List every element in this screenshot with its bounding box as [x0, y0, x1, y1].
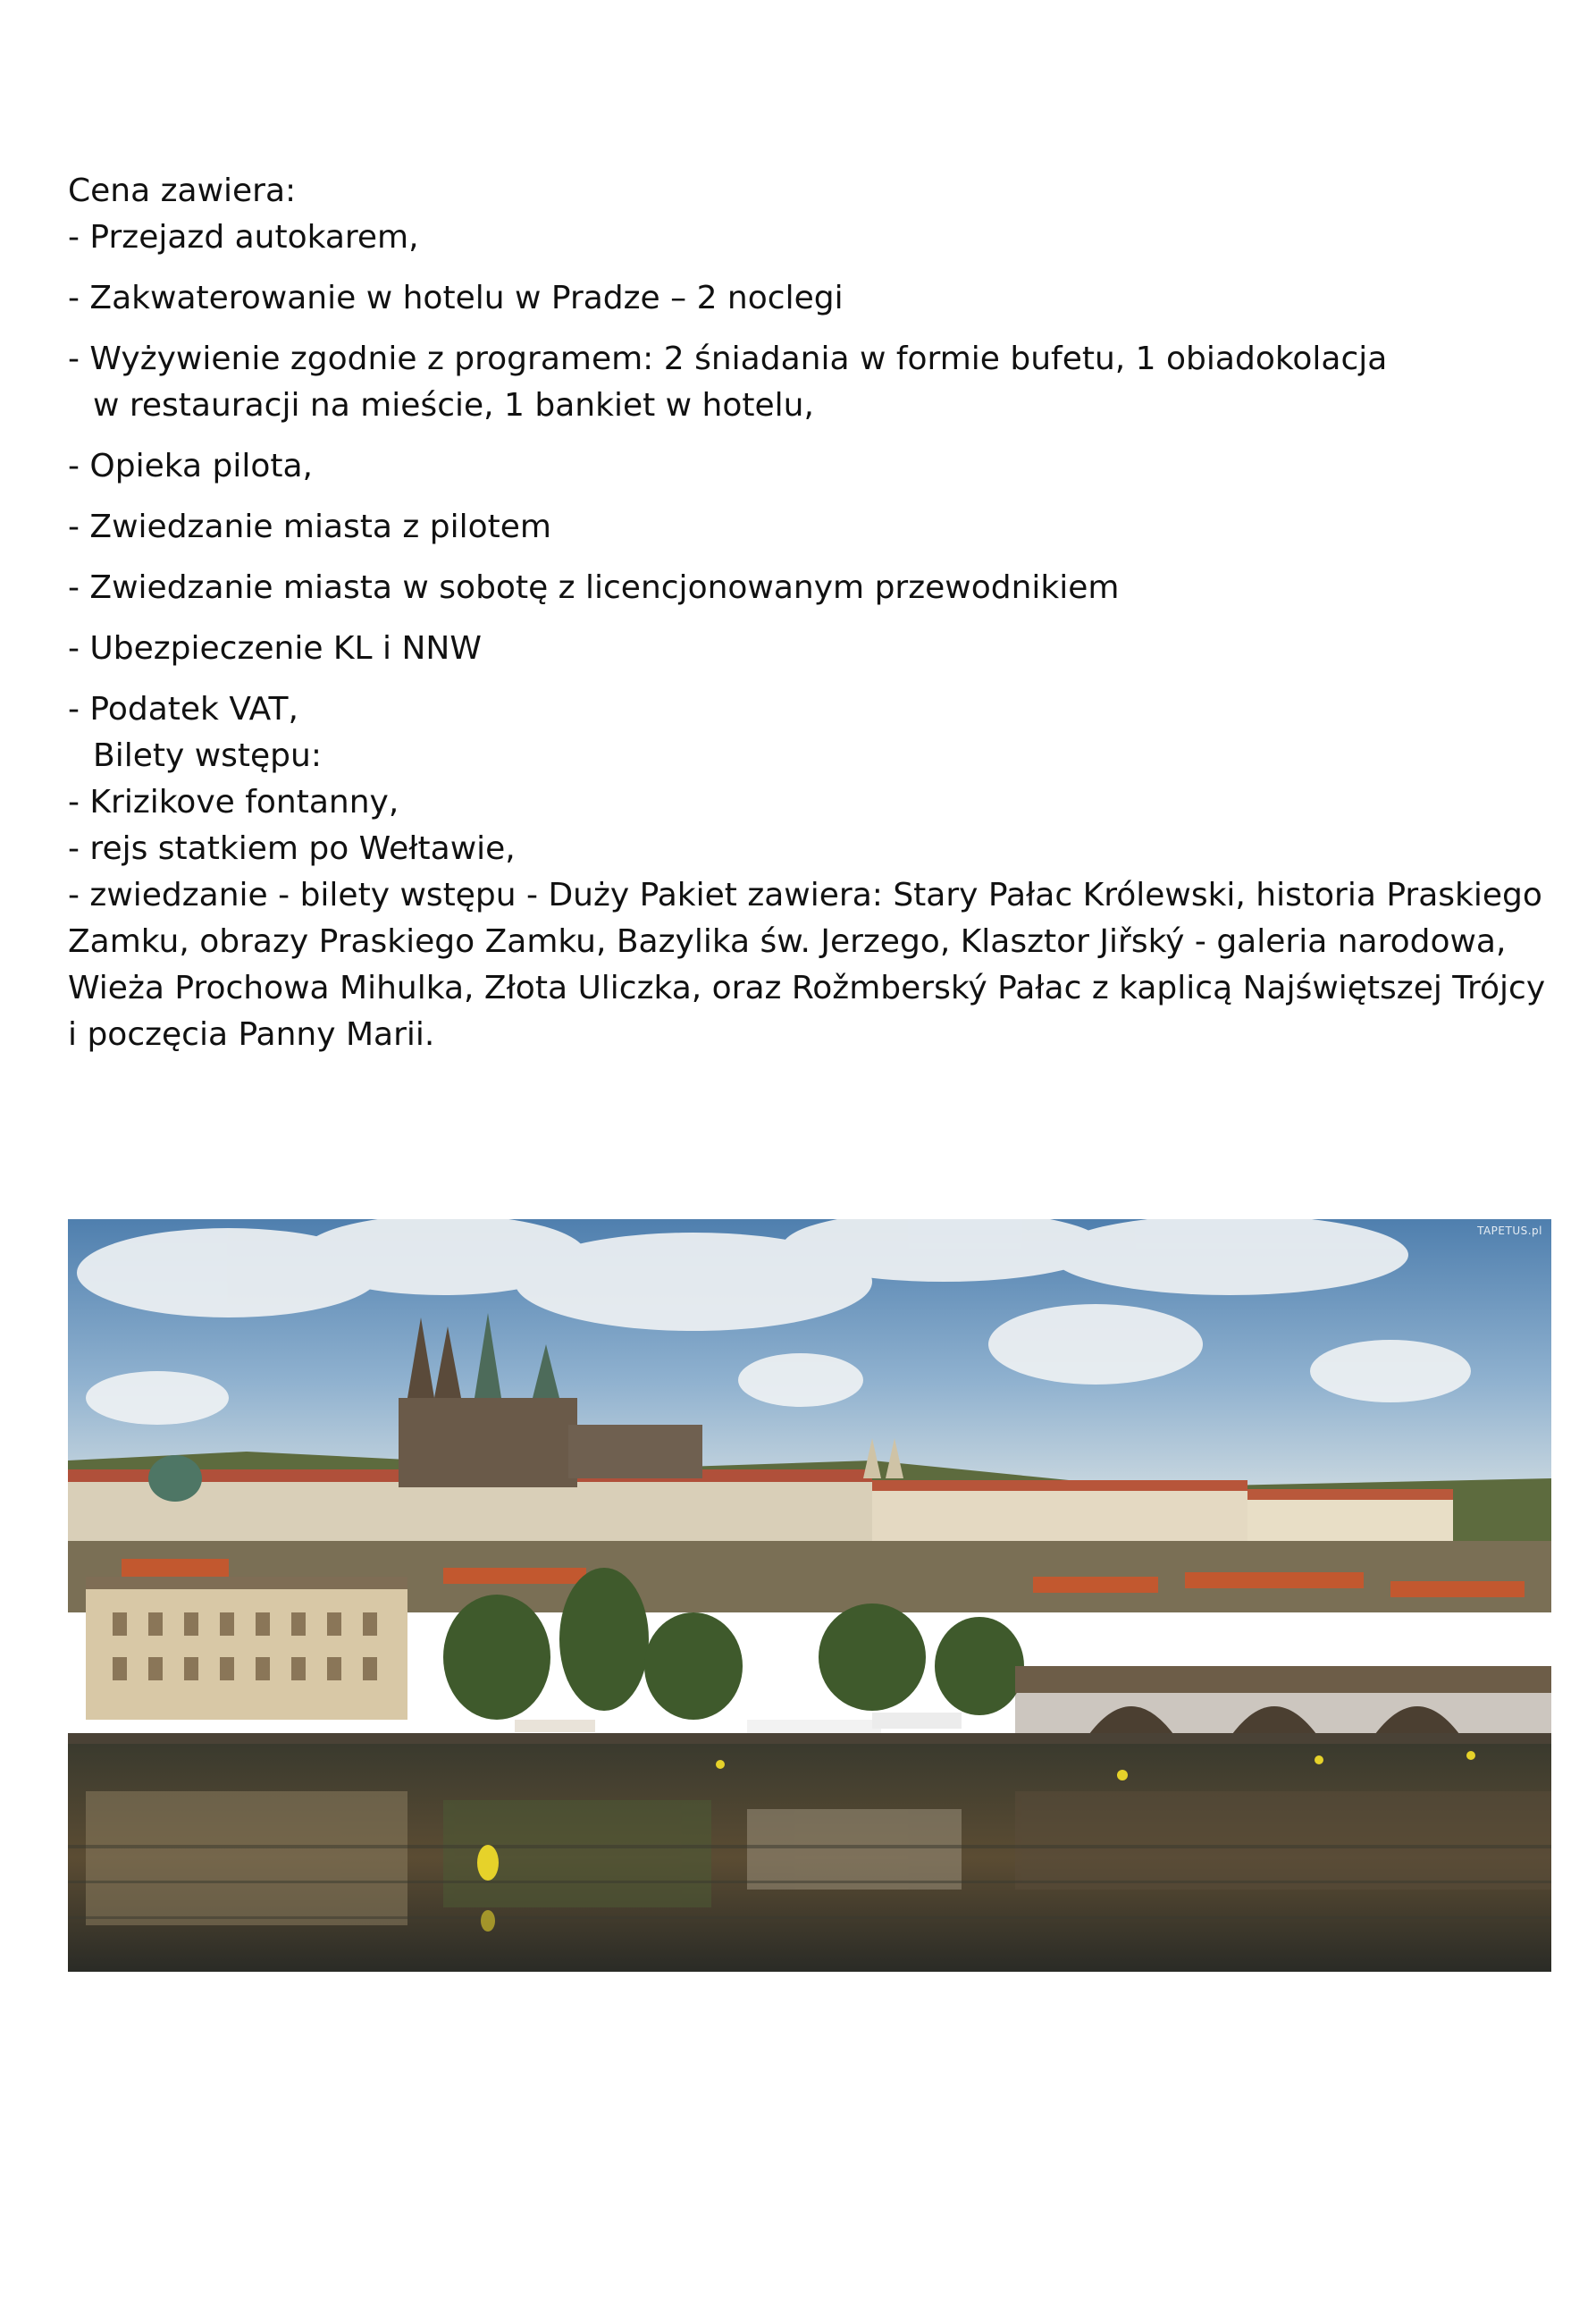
- photo-watermark: TAPETUS.pl: [1477, 1225, 1542, 1237]
- prague-castle-photo: [68, 1219, 1551, 1972]
- list-item: - Opieka pilota,: [68, 448, 313, 484]
- ticket-item-continuation: Zamku, obrazy Praskiego Zamku, Bazylika św. Jerzego, Klasztor Jiřský - galeria narodowa,: [68, 923, 1507, 960]
- list-item: - Zakwaterowanie w hotelu w Pradze – 2 noclegi: [68, 280, 844, 316]
- ticket-item-continuation: i poczęcia Panny Marii.: [68, 1016, 435, 1053]
- list-item: - Zwiedzanie miasta z pilotem: [68, 509, 551, 545]
- price-includes-heading: Cena zawiera:: [68, 173, 297, 209]
- ticket-item-continuation: Wieża Prochowa Mihulka, Złota Uliczka, oraz Rožmberský Pałac z kaplicą Najświętszej Trójcy: [68, 970, 1546, 1006]
- list-item: - Zwiedzanie miasta w sobotę z licencjonowanym przewodnikiem: [68, 569, 1120, 606]
- ticket-item: - zwiedzanie - bilety wstępu - Duży Pakiet zawiera: Stary Pałac Królewski, historia Praskiego: [68, 877, 1542, 913]
- prague-panorama-illustration: [68, 1219, 1551, 1972]
- list-item: - Ubezpieczenie KL i NNW: [68, 630, 482, 667]
- list-item: - Podatek VAT,: [68, 691, 298, 728]
- list-item: - Przejazd autokarem,: [68, 219, 419, 256]
- list-item: - Wyżywienie zgodnie z programem: 2 śniadania w formie bufetu, 1 obiadokolacja: [68, 341, 1388, 377]
- ticket-item: - rejs statkiem po Wełtawie,: [68, 830, 516, 867]
- ticket-item: - Krizikove fontanny,: [68, 784, 399, 821]
- price-includes-section: [68, 168, 1551, 1058]
- list-item-continuation: w restauracji na mieście, 1 bankiet w hotelu,: [93, 387, 814, 424]
- tickets-heading: Bilety wstępu:: [93, 737, 322, 774]
